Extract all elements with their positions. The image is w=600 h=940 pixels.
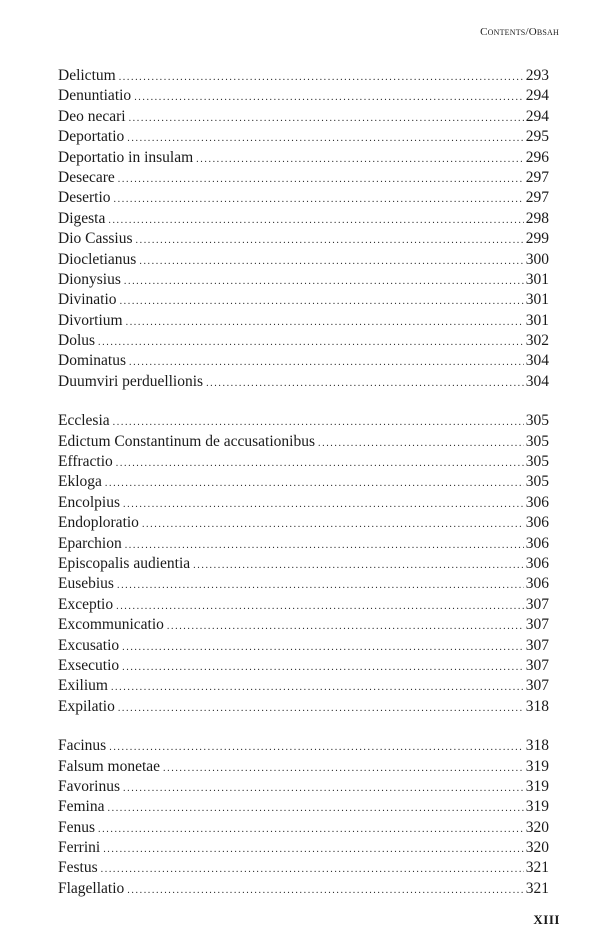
- toc-entry-page: 302: [525, 332, 549, 350]
- toc-entry-term: Festus: [58, 859, 98, 877]
- toc-entry-page: 321: [525, 879, 549, 897]
- dot-leader: [109, 738, 524, 758]
- toc-entry-term: Excommunicatio: [58, 616, 164, 634]
- toc-entry: [58, 331, 549, 351]
- toc-entry-term: Expilatio: [58, 697, 115, 715]
- toc-entry: [58, 148, 549, 168]
- toc-entry: [58, 372, 549, 392]
- toc-entry: [58, 209, 549, 229]
- dot-leader: [111, 678, 524, 698]
- toc-entry-page: 318: [525, 737, 549, 755]
- dot-leader: [142, 515, 524, 535]
- table-of-contents: [58, 66, 549, 899]
- toc-entry-term: Facinus: [58, 737, 107, 755]
- dot-leader: [163, 759, 524, 779]
- dot-leader: [108, 799, 524, 819]
- toc-entry-page: 304: [525, 372, 549, 390]
- toc-entry: [58, 127, 549, 147]
- toc-entry-page: 319: [525, 777, 549, 795]
- toc-entry-page: 306: [525, 554, 549, 572]
- toc-entry-page: 307: [525, 677, 549, 695]
- toc-entry: [58, 676, 549, 696]
- toc-entry-page: 297: [525, 189, 549, 207]
- toc-entry: [58, 229, 549, 249]
- dot-leader: [117, 576, 524, 596]
- toc-entry-page: 296: [525, 148, 549, 166]
- toc-entry-term: Fenus: [58, 818, 96, 836]
- toc-entry: [58, 818, 549, 838]
- toc-entry: [58, 656, 549, 676]
- dot-leader: [122, 658, 524, 678]
- dot-leader: [196, 150, 524, 170]
- dot-leader: [318, 434, 524, 454]
- toc-entry-term: Exsecutio: [58, 656, 120, 674]
- toc-entry-page: 306: [525, 534, 549, 552]
- dot-leader: [123, 495, 524, 515]
- toc-entry-page: 294: [525, 107, 549, 125]
- toc-entry-term: Dolus: [58, 332, 96, 350]
- dot-leader: [139, 252, 523, 272]
- toc-entry-term: Ekloga: [58, 473, 102, 491]
- toc-entry-term: Eparchion: [58, 534, 122, 552]
- toc-entry-page: 307: [525, 595, 549, 613]
- page-number: XIII: [533, 912, 560, 927]
- toc-entry-page: 306: [525, 514, 549, 532]
- toc-entry: [58, 838, 549, 858]
- toc-entry: [58, 697, 549, 717]
- toc-entry: [58, 534, 549, 554]
- toc-entry-term: Exceptio: [58, 595, 114, 613]
- toc-entry-page: 307: [525, 616, 549, 634]
- dot-leader: [124, 272, 524, 292]
- toc-group: [58, 736, 549, 899]
- dot-leader: [101, 860, 524, 880]
- toc-entry: [58, 351, 549, 371]
- toc-entry-term: Dio Cassius: [58, 230, 133, 248]
- dot-leader: [127, 881, 523, 901]
- dot-leader: [118, 699, 524, 719]
- dot-leader: [103, 840, 524, 860]
- toc-entry: [58, 432, 549, 452]
- toc-entry-page: 320: [525, 839, 549, 857]
- toc-entry-term: Ecclesia: [58, 412, 110, 430]
- toc-entry: [58, 168, 549, 188]
- toc-entry-term: Denuntiatio: [58, 87, 132, 105]
- dot-leader: [119, 68, 524, 88]
- toc-entry-term: Desertio: [58, 189, 111, 207]
- toc-entry-term: Duumviri perduellionis: [58, 372, 204, 390]
- dot-leader: [98, 820, 524, 840]
- dot-leader: [108, 211, 523, 231]
- toc-entry: [58, 493, 549, 513]
- toc-entry-term: Delictum: [58, 67, 116, 84]
- toc-entry-page: 305: [525, 412, 549, 430]
- toc-entry: [58, 574, 549, 594]
- toc-group: [58, 66, 549, 392]
- toc-entry: [58, 452, 549, 472]
- toc-entry-page: 299: [525, 230, 549, 248]
- toc-entry-term: Divortium: [58, 311, 123, 329]
- dot-leader: [122, 638, 524, 658]
- dot-leader: [127, 129, 523, 149]
- toc-entry-page: 307: [525, 636, 549, 654]
- dot-leader: [123, 779, 524, 799]
- toc-group: [58, 411, 549, 717]
- dot-leader: [126, 313, 524, 333]
- toc-entry-page: 298: [525, 209, 549, 227]
- dot-leader: [120, 292, 524, 312]
- toc-entry-page: 319: [525, 757, 549, 775]
- toc-entry: [58, 411, 549, 431]
- toc-entry-page: 305: [525, 473, 549, 491]
- toc-entry-term: Deportatio: [58, 128, 125, 146]
- toc-entry-term: Femina: [58, 798, 105, 816]
- toc-entry-page: 301: [525, 311, 549, 329]
- dot-leader: [114, 190, 524, 210]
- toc-entry-term: Encolpius: [58, 493, 120, 511]
- dot-leader: [116, 597, 524, 617]
- toc-entry: [58, 290, 549, 310]
- toc-entry: [58, 250, 549, 270]
- toc-entry-term: Deo necari: [58, 107, 126, 125]
- toc-entry-page: 305: [525, 453, 549, 471]
- toc-entry-term: Effractio: [58, 453, 113, 471]
- dot-leader: [98, 333, 524, 353]
- dot-leader: [193, 556, 524, 576]
- dot-leader: [206, 374, 524, 394]
- toc-entry-term: Diocletianus: [58, 250, 137, 268]
- toc-entry-page: 300: [525, 250, 549, 268]
- toc-entry-term: Exilium: [58, 677, 108, 695]
- toc-entry-term: Flagellatio: [58, 879, 125, 897]
- running-header: Contents/Obsah: [480, 26, 559, 38]
- toc-entry-page: 301: [525, 270, 549, 288]
- toc-entry-page: 319: [525, 798, 549, 816]
- toc-entry: [58, 66, 549, 86]
- toc-entry-term: Dominatus: [58, 352, 127, 370]
- toc-entry-term: Eusebius: [58, 575, 114, 593]
- toc-entry-term: Ferrini: [58, 839, 101, 857]
- toc-entry: [58, 554, 549, 574]
- toc-entry-page: 318: [525, 697, 549, 715]
- toc-entry-term: Digesta: [58, 209, 106, 227]
- toc-entry: [58, 736, 549, 756]
- toc-entry: [58, 777, 549, 797]
- toc-entry-term: Divinatio: [58, 291, 117, 309]
- toc-entry: [58, 472, 549, 492]
- toc-entry-page: 320: [525, 818, 549, 836]
- toc-entry-term: Favorinus: [58, 777, 120, 795]
- toc-entry-page: 305: [525, 432, 549, 450]
- toc-entry: [58, 636, 549, 656]
- toc-entry-page: 301: [525, 291, 549, 309]
- dot-leader: [113, 413, 524, 433]
- toc-entry-page: 321: [525, 859, 549, 877]
- dot-leader: [136, 231, 524, 251]
- toc-entry-page: 306: [525, 493, 549, 511]
- toc-entry-page: 306: [525, 575, 549, 593]
- toc-entry-page: 294: [525, 87, 549, 105]
- toc-entry: [58, 595, 549, 615]
- dot-leader: [105, 474, 524, 494]
- dot-leader: [129, 109, 524, 129]
- toc-entry: [58, 270, 549, 290]
- toc-entry: [58, 107, 549, 127]
- toc-entry-term: Deportatio in insulam: [58, 148, 194, 166]
- toc-entry: [58, 86, 549, 106]
- dot-leader: [118, 170, 524, 190]
- toc-entry: [58, 858, 549, 878]
- toc-entry-term: Endoploratio: [58, 514, 139, 532]
- dot-leader: [134, 88, 524, 108]
- toc-entry: [58, 879, 549, 899]
- toc-entry: [58, 615, 549, 635]
- dot-leader: [116, 454, 524, 474]
- toc-entry-term: Desecare: [58, 168, 115, 186]
- toc-entry-term: Excusatio: [58, 636, 120, 654]
- toc-entry-term: Episcopalis audientia: [58, 554, 191, 572]
- toc-entry-page: 307: [525, 656, 549, 674]
- toc-entry: [58, 757, 549, 777]
- toc-entry: [58, 513, 549, 533]
- toc-entry-page: 295: [525, 128, 549, 146]
- dot-leader: [129, 353, 524, 373]
- toc-entry-term: Dionysius: [58, 270, 121, 288]
- toc-entry-page: 293: [525, 67, 549, 84]
- toc-entry-term: Falsum monetae: [58, 757, 161, 775]
- toc-entry: [58, 188, 549, 208]
- dot-leader: [167, 617, 524, 637]
- dot-leader: [125, 536, 524, 556]
- toc-entry: [58, 797, 549, 817]
- toc-entry: [58, 311, 549, 331]
- toc-entry-page: 304: [525, 352, 549, 370]
- toc-entry-term: Edictum Constantinum de accusationibus: [58, 432, 315, 450]
- toc-entry-page: 297: [525, 168, 549, 186]
